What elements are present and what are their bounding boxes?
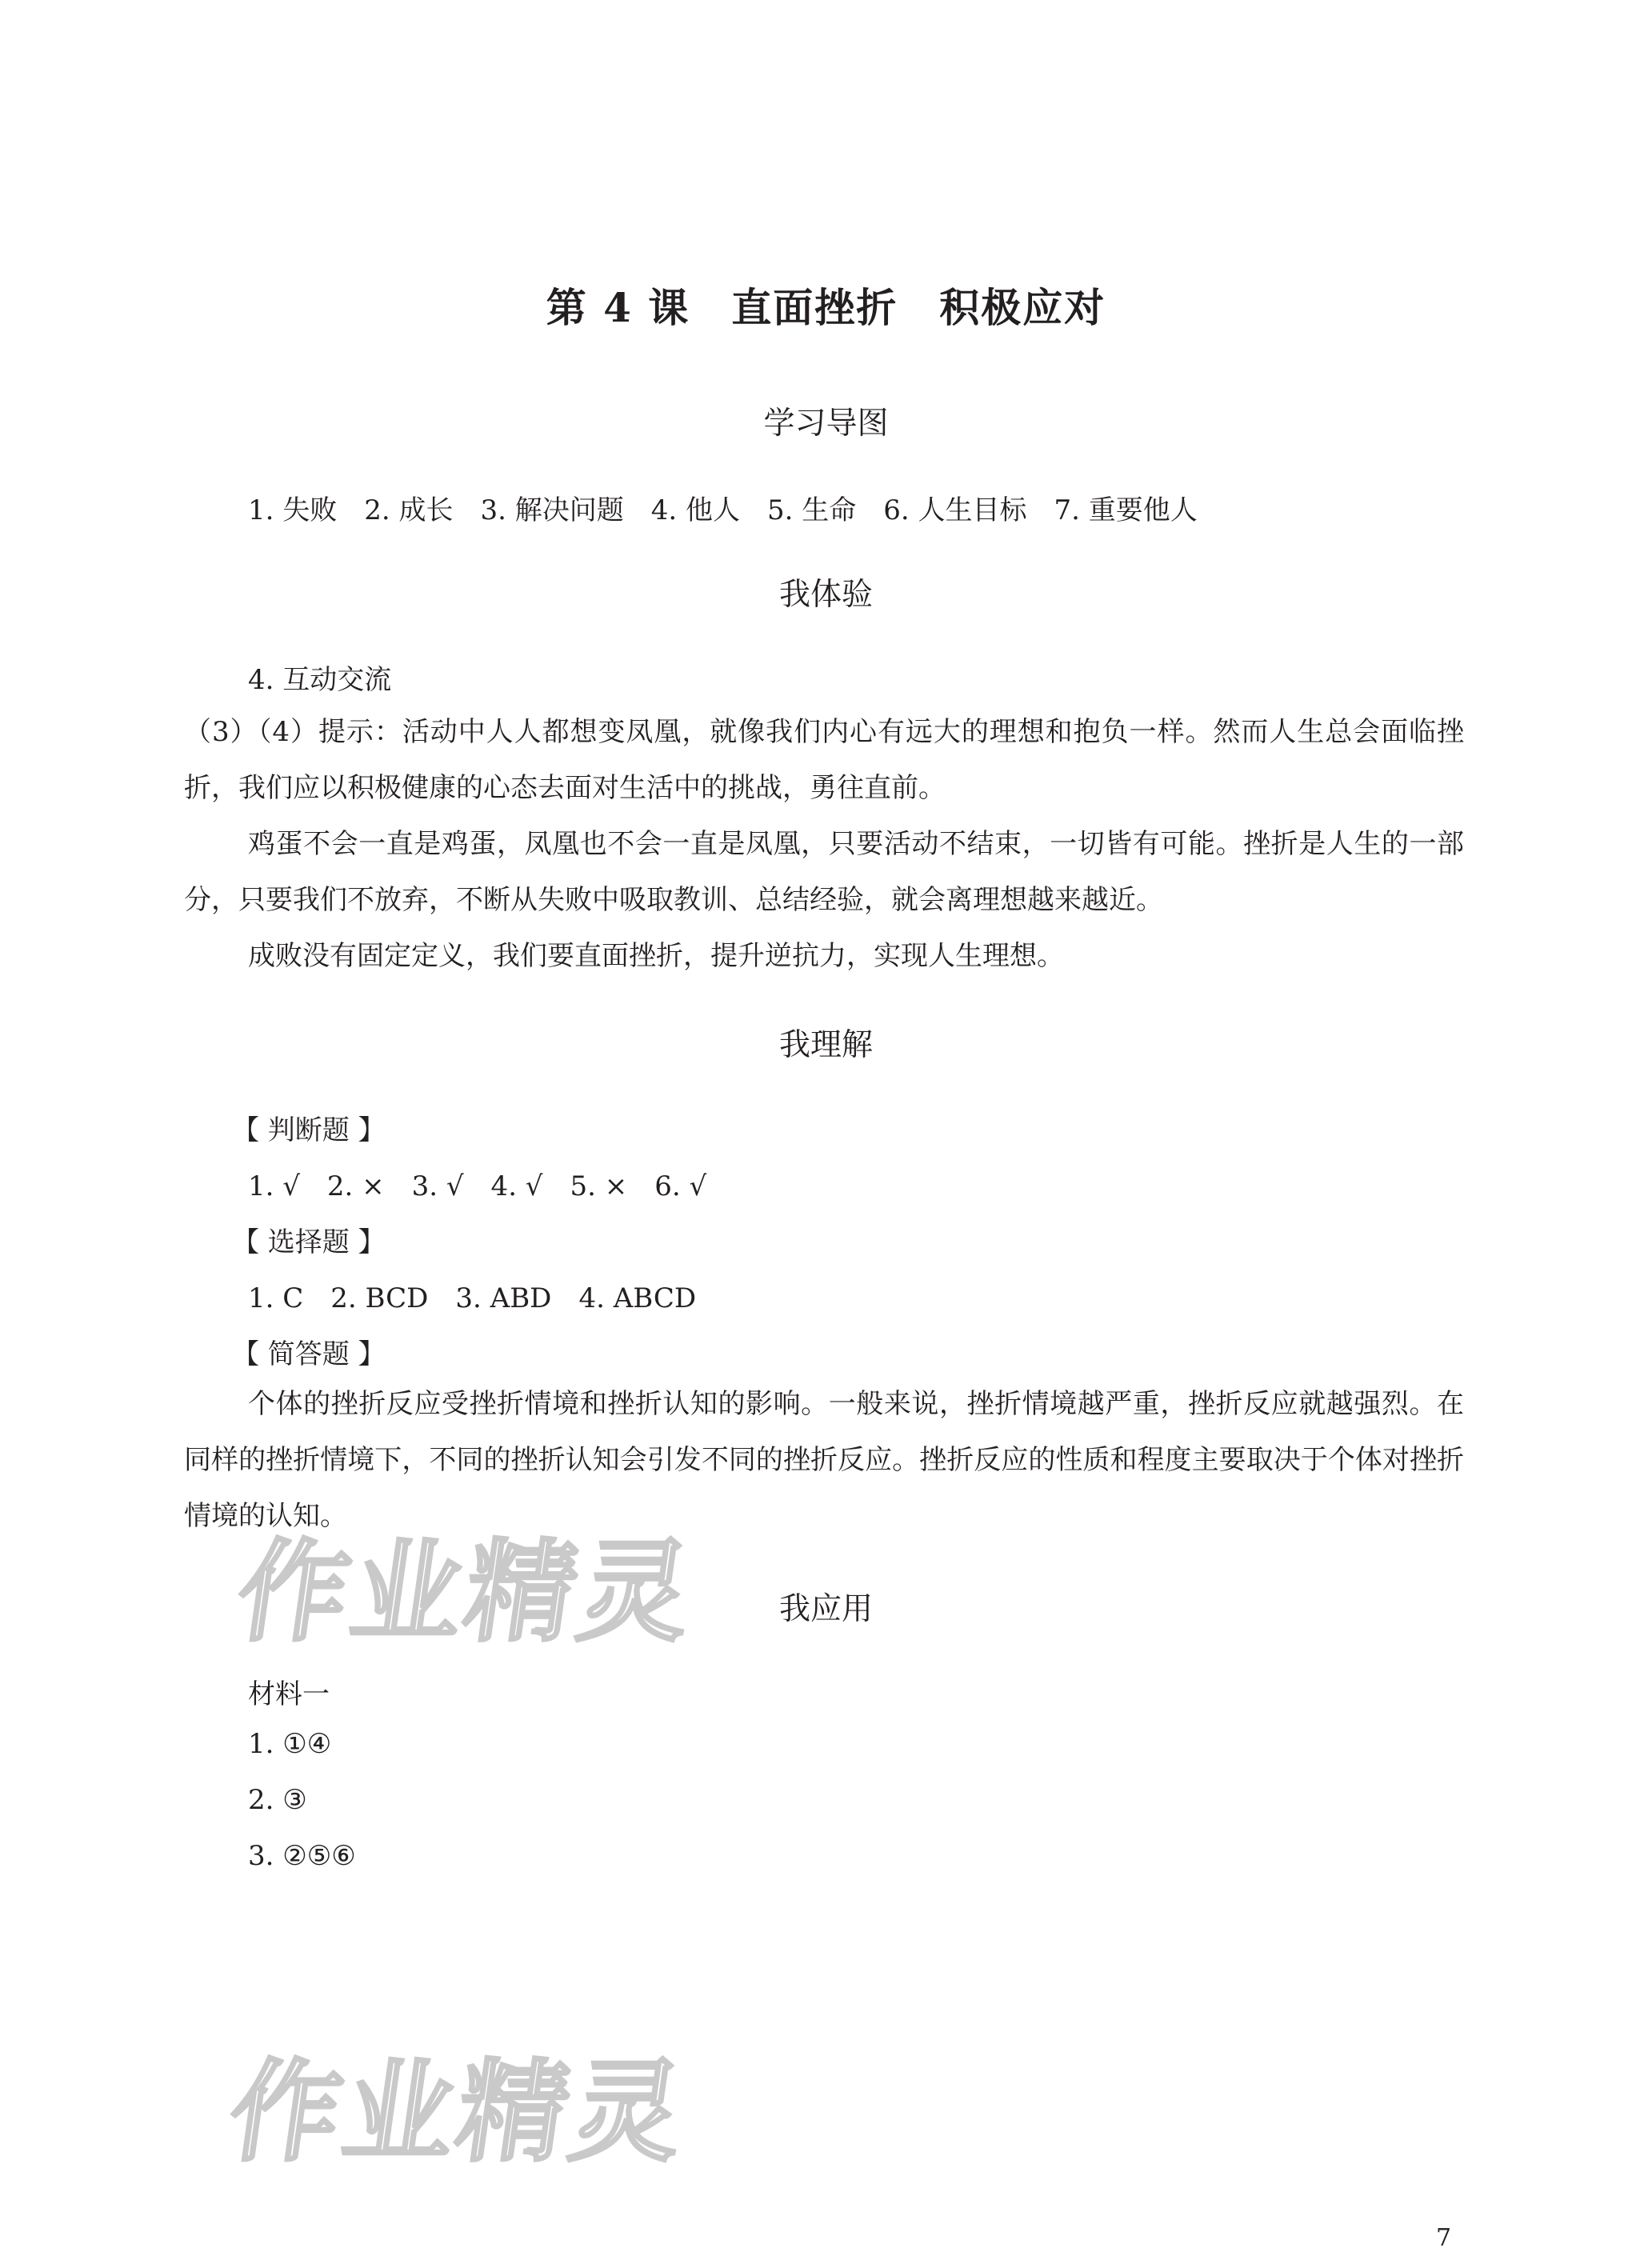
choice-label: 【 选择题 】 <box>232 1226 386 1258</box>
apply-answer-2: 2. ③ <box>248 1784 307 1816</box>
section-heading-map: 学习导图 <box>763 406 889 442</box>
section-heading-apply: 我应用 <box>778 1591 873 1627</box>
experience-sub: 4. 互动交流 <box>248 664 392 696</box>
choice-answers: 1. C 2. BCD 3. ABD 4. ABCD <box>248 1282 697 1314</box>
watermark: 作业精灵 <box>230 1528 702 1657</box>
apply-material: 材料一 <box>248 1678 330 1710</box>
section-heading-understand: 我理解 <box>778 1027 873 1063</box>
experience-paragraph-3: 成败没有固定定义，我们要直面挫折，提升逆抗力，实现人生理想。 <box>248 940 1064 972</box>
short-answer: 个体的挫折反应受挫折情境和挫折认知的影响。一般来说，挫折情境越严重，挫折反应就越强烈。在同样的挫折情境下，不同的挫折认知会引发不同的挫折反应。挫折反应的性质和程度主要取决于个体对挫折情境的认知。 <box>184 1388 1464 1532</box>
apply-answer-1: 1. ①④ <box>248 1728 332 1760</box>
judge-label: 【 判断题 】 <box>232 1114 386 1146</box>
apply-answer-3: 3. ②⑤⑥ <box>248 1840 356 1872</box>
short-label: 【 简答题 】 <box>232 1338 386 1370</box>
map-answers: 1. 失败 2. 成长 3. 解决问题 4. 他人 5. 生命 6. 人生目标 7. 重要他人 <box>248 494 1198 526</box>
section-heading-experience: 我体验 <box>778 577 873 613</box>
watermark: 作业精灵 <box>222 2048 694 2177</box>
experience-paragraph-1: （3）（4）提示：活动中人人都想变凤凰，就像我们内心有远大的理想和抱负一样。然而人生总会面临挫折，我们应以积极健康的心态去面对生活中的挑战，勇往直前。 <box>184 716 1464 804</box>
experience-paragraph-2: 鸡蛋不会一直是鸡蛋，凤凰也不会一直是凤凰，只要活动不结束，一切皆有可能。挫折是人生的一部分，只要我们不放弃，不断从失败中吸取教训、总结经验，就会离理想越来越近。 <box>184 828 1464 916</box>
judge-answers: 1. √ 2. × 3. √ 4. √ 5. × 6. √ <box>248 1170 707 1202</box>
lesson-title: 第 4 课 直面挫折 积极应对 <box>546 284 1106 331</box>
page-number: 7 <box>1436 2224 1452 2252</box>
